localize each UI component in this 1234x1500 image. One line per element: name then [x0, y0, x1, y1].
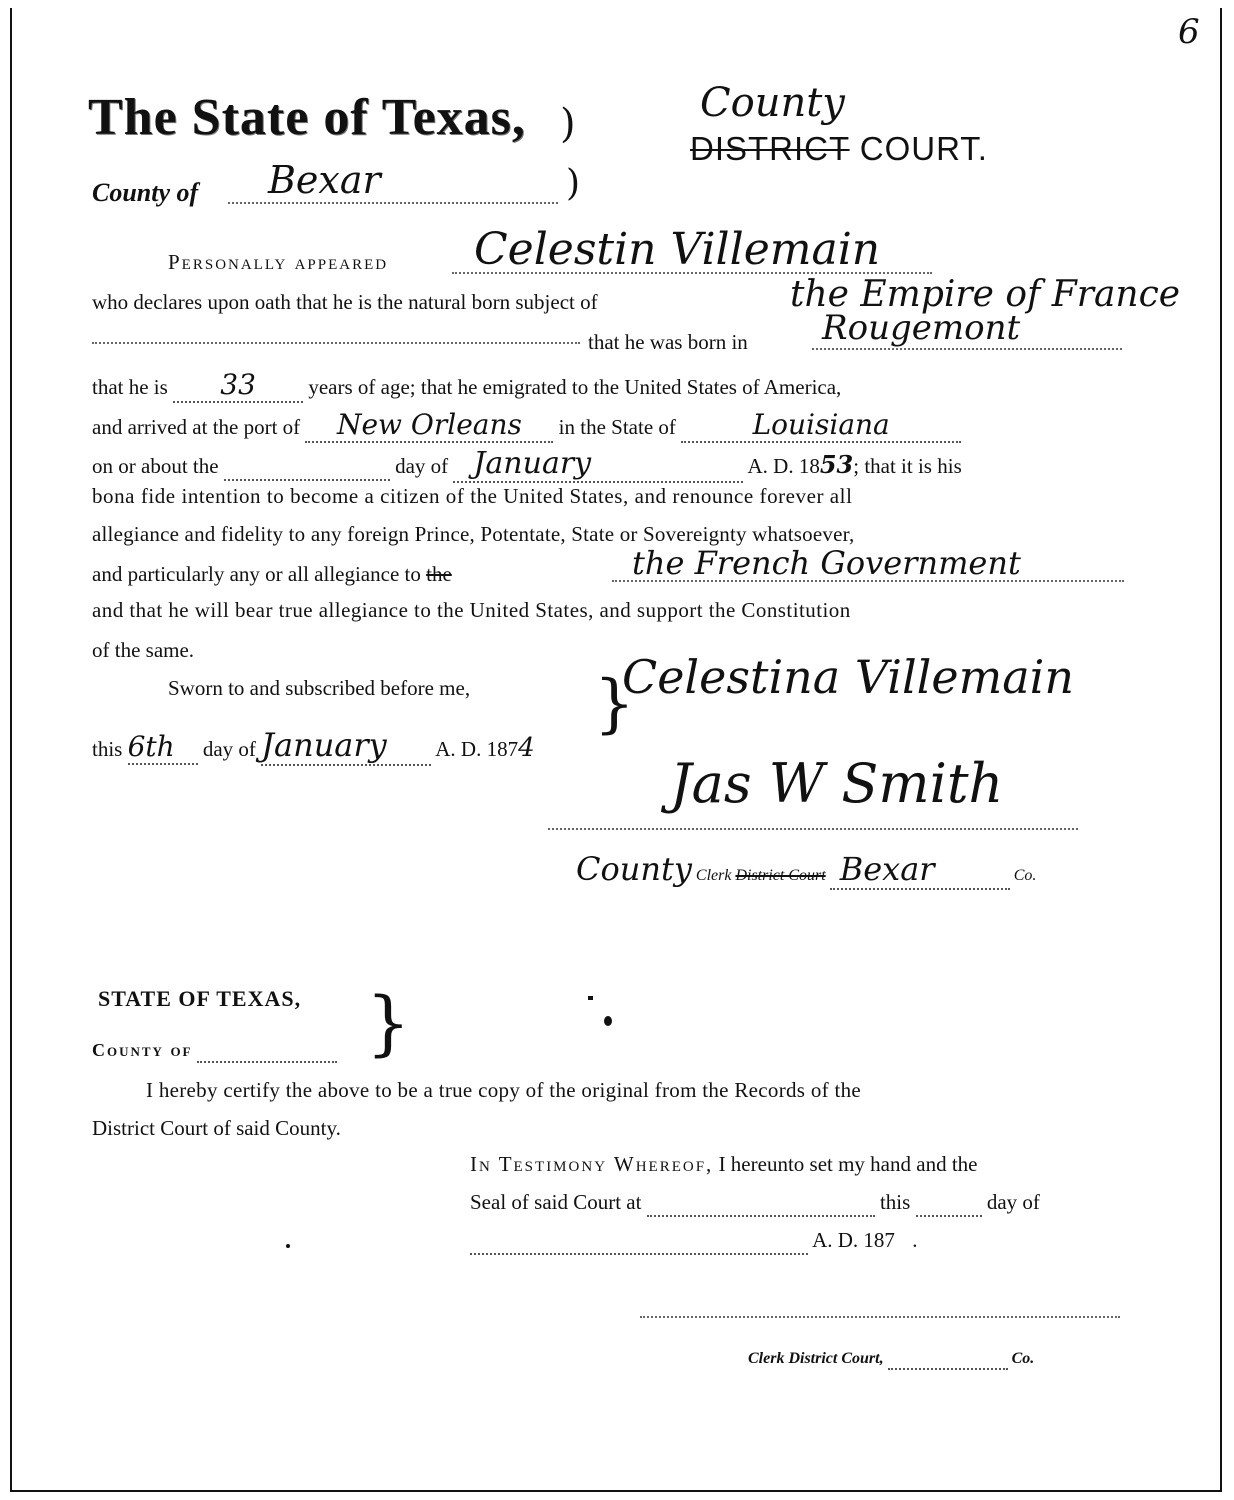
sworn-month-field: [261, 726, 431, 766]
certify-line-1: I hereby certify the above to be a true copy of the original from the Records of the: [146, 1078, 862, 1102]
court-struck-word: DISTRICT: [690, 130, 850, 167]
state-label: in the State of: [558, 415, 676, 439]
cert-ad-label: A. D. 187: [812, 1228, 895, 1252]
seal-place-field: [647, 1190, 875, 1217]
cert-county-label: County of: [92, 1040, 193, 1060]
state-value: Louisiana: [752, 408, 890, 441]
cert-signature-line: [640, 1316, 1120, 1318]
cert-county-field: [197, 1040, 337, 1063]
document-title: The State of Texas,: [88, 89, 526, 146]
cert-ad-line: A. D. 187 .: [470, 1228, 917, 1255]
age-value: 33: [220, 368, 256, 401]
particularly-line: [92, 562, 452, 587]
stray-mark-2: [588, 996, 593, 1000]
arrival-day-field: [224, 454, 390, 481]
clerk-county-field: [830, 850, 1010, 890]
bona-fide-line: bona fide intention to become a citizen of the United States, and renounce forever all: [92, 484, 853, 508]
allegiance-line: allegiance and fidelity to any foreign Prince, Potentate, State or Sovereignty whatsoever,: [92, 522, 855, 546]
sworn-year-suffix: 4: [518, 733, 535, 763]
court-word: COURT.: [859, 130, 988, 167]
seal-this: this: [879, 1190, 911, 1214]
county-value: Bexar: [268, 158, 381, 202]
testimony-rest: I hereunto set my hand and the: [718, 1152, 978, 1176]
government-field: [612, 544, 1124, 582]
county-brace: ): [566, 163, 581, 204]
particularly-struck: the: [426, 562, 452, 586]
about-prefix: on or about the: [92, 454, 219, 478]
clerk-county: Bexar: [839, 850, 935, 888]
cert-county-line: [92, 1040, 337, 1063]
cert-brace: }: [366, 982, 411, 1064]
stray-mark-1: [604, 1016, 612, 1026]
clerk-title-line: [576, 850, 1036, 890]
page-number: 6: [1178, 12, 1200, 52]
cert-ad-field: [470, 1228, 808, 1255]
about-suffix: ; that it is his: [853, 454, 962, 478]
port-line: [92, 408, 961, 443]
clerk-signature: Jas W Smith: [670, 752, 1004, 815]
sworn-date-line: [92, 726, 535, 766]
born-in-value: Rougemont: [822, 308, 1021, 348]
cert-state: STATE OF TEXAS,: [98, 986, 302, 1011]
clerk-struck: District Court: [735, 867, 826, 884]
arrival-day-of: day of: [395, 454, 449, 478]
sworn-day-field: [128, 730, 198, 765]
sworn-month: January: [261, 726, 387, 764]
testimony-label: In Testimony Whereof,: [470, 1152, 714, 1176]
born-label: that he was born in: [588, 330, 748, 354]
subject-of-value: the Empire of France: [790, 274, 1181, 315]
declarant-name: Celestin Villemain: [474, 224, 881, 275]
cert-clerk-label: Clerk District Court,: [748, 1350, 884, 1367]
port-field: [305, 408, 553, 443]
arrival-month: January: [473, 446, 592, 481]
seal-day-field: [916, 1190, 982, 1217]
county-field: [228, 158, 558, 204]
arrival-year-suffix: 53: [819, 450, 854, 479]
clerk-inserted: County: [576, 850, 692, 888]
same-line: of the same.: [92, 638, 195, 662]
certify-line-2: District Court of said County.: [92, 1116, 341, 1140]
port-value: New Orleans: [336, 408, 522, 441]
title-brace: ): [560, 101, 576, 147]
sworn-ad: A. D. 187: [435, 737, 519, 761]
cert-clerk-county-field: [888, 1350, 1008, 1370]
arrival-ad: A. D. 18: [747, 454, 820, 478]
bear-line: and that he will bear true allegiance to the United States, and support the Constitution: [92, 598, 851, 622]
county-of-label: County of: [92, 178, 199, 207]
sworn-day: 6th: [127, 730, 175, 763]
clerk-signature-line: [548, 828, 1078, 830]
appeared-label: Personally appeared: [168, 250, 389, 274]
sworn-line: Sworn to and subscribed before me,: [168, 676, 471, 700]
port-prefix: and arrived at the port of: [92, 415, 301, 439]
state-field: [681, 408, 961, 443]
seal-prefix: Seal of said Court at: [470, 1190, 642, 1214]
seal-day-of: day of: [986, 1190, 1040, 1214]
sworn-brace: }: [594, 667, 635, 741]
clerk-co: Co.: [1013, 867, 1037, 884]
court-inserted: County: [700, 80, 845, 126]
born-field: [812, 308, 1122, 350]
seal-line: [470, 1190, 1040, 1217]
declarant-signature: Celestina Villemain: [622, 650, 1074, 704]
clerk-label: Clerk: [695, 867, 732, 884]
subject-line: [92, 290, 598, 315]
government-value: the French Government: [632, 544, 1021, 582]
born-dots: [92, 342, 580, 344]
age-line: [92, 368, 841, 403]
sworn-this: this: [92, 737, 123, 761]
age-field: [173, 368, 303, 403]
age-prefix: that he is: [92, 375, 168, 399]
cert-clerk-co: Co.: [1011, 1350, 1035, 1367]
cert-clerk-line: [748, 1350, 1034, 1370]
particularly-prefix: and particularly any or all allegiance to: [92, 562, 421, 586]
arrival-date-line: [92, 446, 962, 483]
subject-prefix: who declares upon oath that he is the natural born subject of: [92, 290, 598, 314]
court-heading: [690, 130, 988, 168]
stray-dot: [286, 1244, 290, 1248]
age-suffix: years of age; that he emigrated to the United States of America,: [308, 375, 842, 399]
sworn-day-of: day of: [202, 737, 256, 761]
name-field: [452, 224, 932, 275]
testimony-line: [470, 1152, 977, 1177]
appeared-line: [168, 250, 388, 275]
arrival-month-field: [453, 446, 743, 483]
